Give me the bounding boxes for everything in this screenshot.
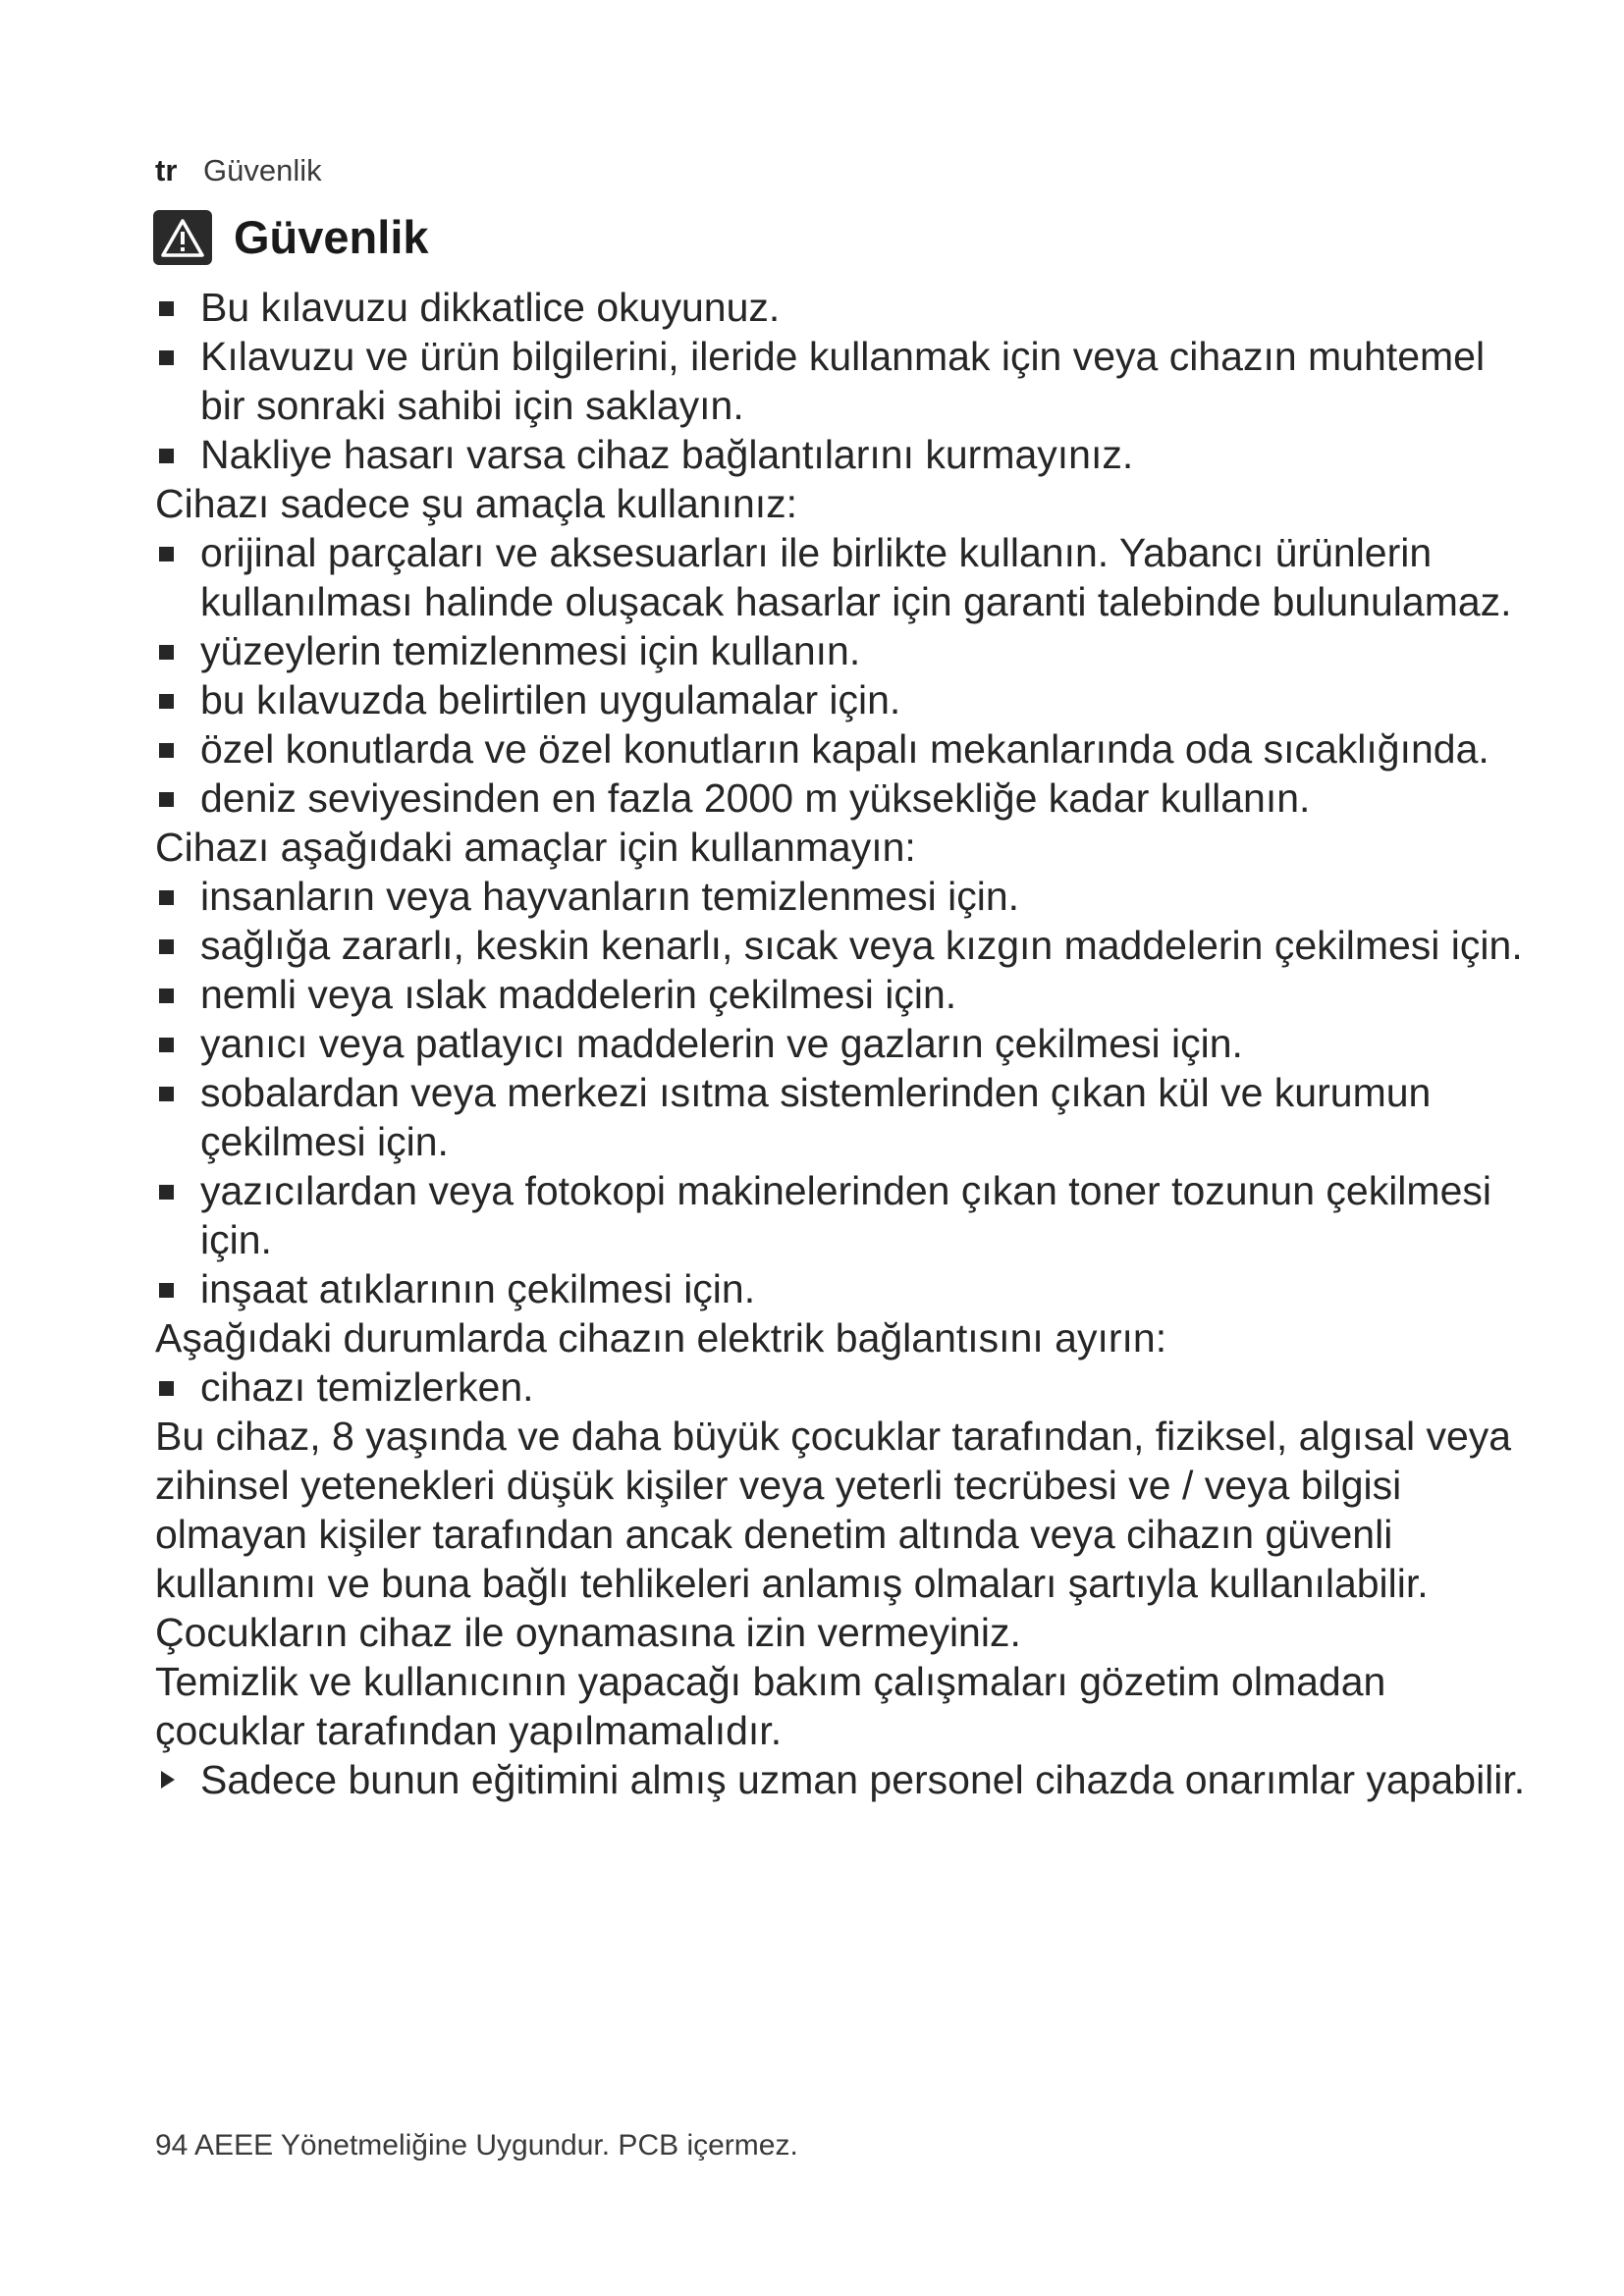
paragraph: Bu cihaz, 8 yaşında ve daha büyük çocuklar tarafından, fiziksel, algısal veya zihinsel yetenekleri düşük kişiler veya yeterli tecrübesi ve / veya bilgisi olmayan kişiler tarafından ancak denetim altında veya cihazın güvenli kullanımı ve buna bağlı tehlikeleri anlamış olmaları şartıyla kullanılabilir. <box>155 1414 1512 1606</box>
bullet-item: yanıcı veya patlayıcı maddelerin ve gazların çekilmesi için. <box>155 1019 1530 1068</box>
paragraph: Temizlik ve kullanıcının yapacağı bakım çalışmaları gözetim olmadan çocuklar tarafından yapılmamalıdır. <box>155 1659 1386 1753</box>
paragraph: Aşağıdaki durumlarda cihazın elektrik bağlantısını ayırın: <box>155 1315 1167 1361</box>
running-header <box>155 153 322 188</box>
section-title: Güvenlik <box>234 211 429 263</box>
bullet-item: orijinal parçaları ve aksesuarları ile birlikte kullanın. Yabancı ürünlerin kullanılması halinde oluşacak hasarlar için garanti talebinde bulunulamaz. <box>155 528 1530 626</box>
paragraph: Cihazı sadece şu amaçla kullanınız: <box>155 481 798 526</box>
warning-triangle-icon <box>153 210 212 265</box>
instruction-step: Sadece bunun eğitimini almış uzman personel cihazda onarımlar yapabilir. <box>155 1755 1530 1804</box>
bullet-item: yazıcılardan veya fotokopi makinelerinden çıkan toner tozunun çekilmesi için. <box>155 1166 1530 1264</box>
bullet-item: bu kılavuzda belirtilen uygulamalar için. <box>155 675 1530 724</box>
header-section-name: Güvenlik <box>203 153 322 187</box>
bullet-item: inşaat atıklarının çekilmesi için. <box>155 1264 1530 1313</box>
bullet-item: Nakliye hasarı varsa cihaz bağlantılarını kurmayınız. <box>155 430 1530 479</box>
bullet-item: cihazı temizlerken. <box>155 1362 1530 1412</box>
bullet-item: Kılavuzu ve ürün bilgilerini, ileride kullanmak için veya cihazın muhtemel bir sonraki sahibi için saklayın. <box>155 332 1530 430</box>
paragraph: Çocukların cihaz ile oynamasına izin vermeyiniz. <box>155 1610 1021 1655</box>
bullet-item: deniz seviyesinden en fazla 2000 m yüksekliğe kadar kullanın. <box>155 774 1530 823</box>
bullet-item: Bu kılavuzu dikkatlice okuyunuz. <box>155 283 1530 332</box>
safety-content <box>155 283 1530 1804</box>
paragraph: Cihazı aşağıdaki amaçlar için kullanmayın: <box>155 825 916 870</box>
language-code: tr <box>155 153 178 187</box>
bullet-list <box>155 283 1530 479</box>
bullet-item: yüzeylerin temizlenmesi için kullanın. <box>155 626 1530 675</box>
bullet-item: sobalardan veya merkezi ısıtma sistemlerinden çıkan kül ve kurumun çekilmesi için. <box>155 1068 1530 1166</box>
bullet-list <box>155 528 1530 823</box>
bullet-list <box>155 1362 1530 1412</box>
bullet-item: nemli veya ıslak maddelerin çekilmesi için. <box>155 970 1530 1019</box>
footer-note: 94 AEEE Yönetmeliğine Uygundur. PCB içermez. <box>155 2129 798 2162</box>
bullet-item: sağlığa zararlı, keskin kenarlı, sıcak veya kızgın maddelerin çekilmesi için. <box>155 921 1530 970</box>
section-heading <box>153 210 429 265</box>
bullet-item: insanların veya hayvanların temizlenmesi için. <box>155 872 1530 921</box>
instruction-list <box>155 1755 1530 1804</box>
bullet-list <box>155 872 1530 1313</box>
bullet-item: özel konutlarda ve özel konutların kapalı mekanlarında oda sıcaklığında. <box>155 724 1530 774</box>
